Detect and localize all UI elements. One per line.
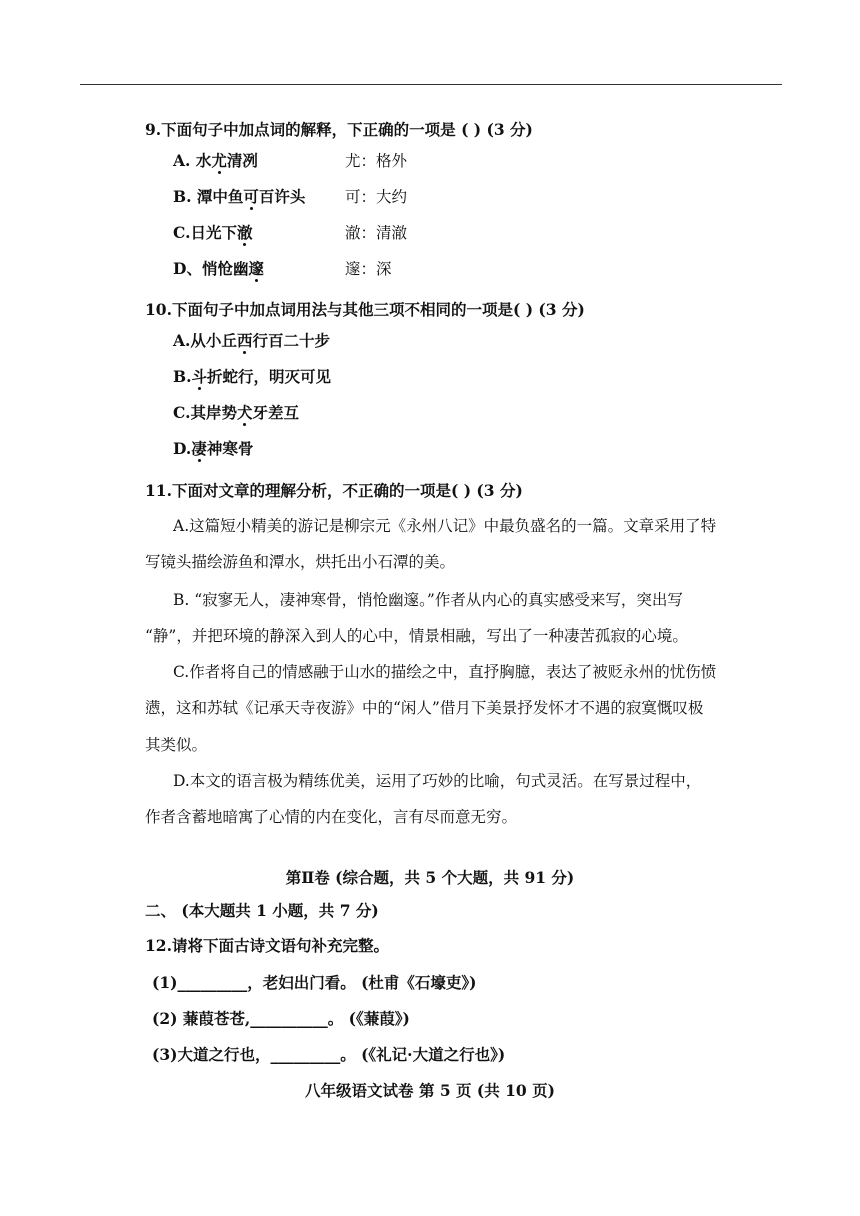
page-footer: 八年级语文试卷 第 5 页 (共 10 页)	[305, 1081, 555, 1100]
q9-gloss-b: 可：大约	[345, 188, 408, 206]
q10-option-b: B.斗折蛇行，明灭可见	[173, 367, 332, 386]
dotted-char: 斗	[191, 367, 208, 386]
q9-option-b: B. 潭中鱼可百许头 可：大约	[173, 187, 408, 206]
q10-option-d: D.凄神寒骨	[173, 439, 254, 458]
answer-blank: _________	[270, 1045, 341, 1064]
dotted-char: 西	[236, 331, 253, 350]
q10-option-c: C.其岸势犬牙差互	[173, 403, 299, 422]
q12-stem: 12.请将下面古诗文语句补充完整。	[145, 936, 389, 955]
q11-option-c-line3: 其类似。	[145, 736, 208, 754]
q11-option-b-line1: B. “寂寥无人，凄神寒骨，悄怆幽邃。”作者从内心的真实感受来写，突出写	[173, 591, 683, 609]
q11-stem: 11.下面对文章的理解分析，不正确的一项是( ) (3 分)	[145, 481, 523, 500]
dotted-char: 邃	[248, 259, 264, 278]
q9-gloss-a: 尤：格外	[345, 152, 408, 170]
part2-title: 第Ⅱ卷 (综合题，共 5 个大题，共 91 分)	[285, 868, 575, 887]
q9-stem: 9.下面句子中加点词的解释，下正确的一项是 ( ) (3 分)	[145, 120, 533, 139]
q11-option-d-line1: D.本文的语言极为精练优美，运用了巧妙的比喻，句式灵活。在写景过程中，	[173, 772, 702, 790]
q10-option-a: A.从小丘西行百二十步	[173, 331, 330, 350]
q9-option-d: D、悄怆幽邃 邃：深	[173, 259, 392, 278]
q12-item-2: (2) 蒹葭苍苍,__________。 (《蒹葭》)	[152, 1009, 410, 1028]
answer-blank: _________	[177, 973, 248, 992]
q11-option-c-line2: 懑，这和苏轼《记承天寺夜游》中的“闲人”借月下美景抒发怀才不遇的寂寞慨叹极	[145, 699, 704, 717]
dotted-char: 尤	[211, 151, 227, 170]
q12-item-1: (1)_________，老妇出门看。 (杜甫《石壕吏》)	[152, 973, 477, 992]
q11-option-c-line1: C.作者将自己的情感融于山水的描绘之中，直抒胸臆，表达了被贬永州的忧伤愤	[173, 663, 717, 681]
q9-option-a: A. 水尤清冽 尤：格外	[173, 151, 408, 170]
q11-option-a-line1: A.这篇短小精美的游记是柳宗元《永州八记》中最负盛名的一篇。文章采用了特	[173, 517, 717, 535]
dotted-char: 犬	[236, 403, 253, 422]
q10-stem: 10.下面句子中加点词用法与其他三项不相同的一项是( ) (3 分)	[145, 300, 585, 319]
section-heading: 二、 (本大题共 1 小题，共 7 分)	[145, 901, 379, 920]
q9-option-c: C.日光下澈 澈：清澈	[173, 223, 408, 242]
q11-option-b-line2: “静”，并把环境的静深入到人的心中，情景相融，写出了一种凄苦孤寂的心境。	[145, 627, 688, 645]
q9-gloss-d: 邃：深	[345, 260, 392, 278]
dotted-char: 可	[243, 187, 259, 206]
q9-gloss-c: 澈：清澈	[345, 224, 408, 242]
q12-item-3: (3)大道之行也，_________。 (《礼记·大道之行也》)	[152, 1045, 506, 1064]
answer-blank: __________	[250, 1009, 328, 1028]
dotted-char: 澈	[236, 223, 253, 242]
dotted-char: 凄	[191, 439, 207, 458]
q11-option-a-line2: 写镜头描绘游鱼和潭水，烘托出小石潭的美。	[145, 553, 456, 571]
q11-option-d-line2: 作者含蓄地暗寓了心情的内在变化，言有尽而意无穷。	[145, 808, 518, 826]
header-rule	[80, 84, 782, 85]
